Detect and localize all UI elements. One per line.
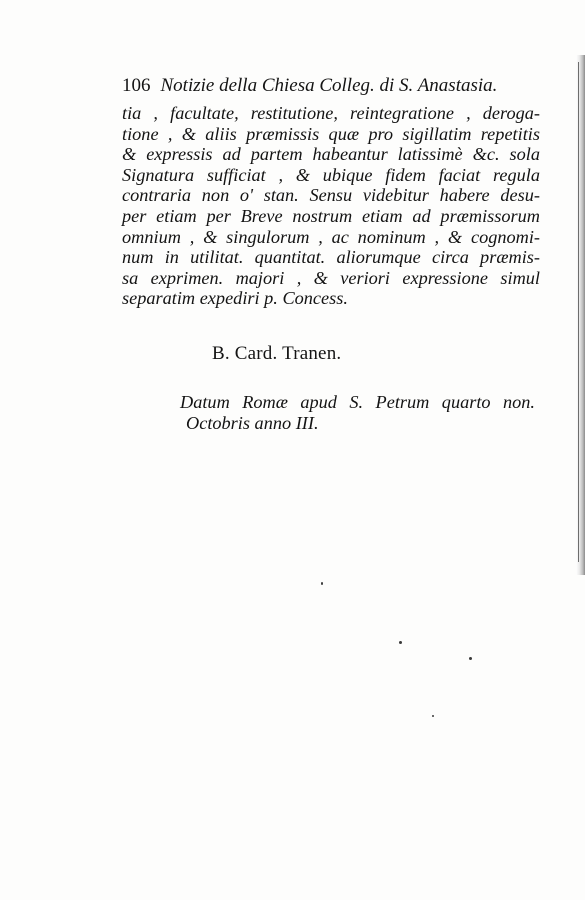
body-line: num in utilitat. quantitat. aliorumque circa præmis- [122,247,540,268]
ink-speck [321,582,323,585]
ink-speck [399,641,402,644]
date-line: Octobris anno III. [186,413,319,433]
running-head: Notizie della Chiesa Colleg. di S. Anastasia. [160,75,498,96]
page-header [122,75,522,101]
body-line: per etiam per Breve nostrum etiam ad præmissorum [122,205,540,226]
signature-line: B. Card. Tranen. [212,343,342,364]
body-line: contraria non o' stan. Sensu videbitur habere desu- [122,185,540,206]
ink-speck [432,715,434,717]
body-paragraph [122,103,540,309]
body-line: tia , facultate, restitutione, reintegratione , deroga- [122,103,540,123]
date-block [180,392,535,434]
body-line: tione , & aliis præmissis quæ pro sigillatim repetitis [122,123,540,144]
ink-speck [469,657,472,660]
body-line: Signatura sufficiat , & ubique fidem faciat regula [122,164,540,185]
body-line: separatim expediri p. Concess. [122,288,348,309]
date-line: Datum Romæ apud S. Petrum quarto non. [180,392,535,412]
page-edge-line [578,62,579,562]
body-line: & expressis ad partem habeantur latissimè &c. sola [122,144,540,165]
body-line: sa exprimen. majori , & veriori expressione simul [122,267,540,288]
page-number: 106 [122,75,151,96]
body-line: omnium , & singulorum , ac nominum , & cognomi- [122,226,540,247]
